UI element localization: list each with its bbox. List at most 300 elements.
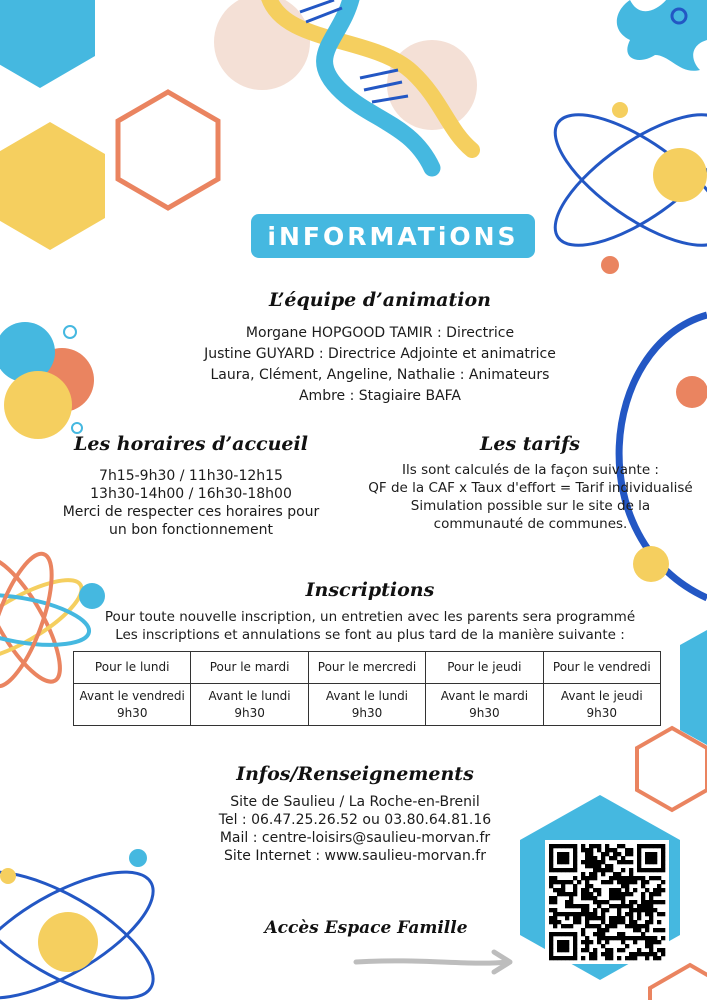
qr-module <box>661 860 665 864</box>
qr-module <box>605 844 609 848</box>
qr-module <box>553 912 557 916</box>
qr-module <box>609 880 613 884</box>
qr-module <box>557 932 561 936</box>
qr-module <box>605 940 609 944</box>
team-title: L’équipe d’animation <box>269 289 491 311</box>
qr-module <box>641 904 645 908</box>
qr-module <box>653 860 657 864</box>
qr-module <box>637 908 641 912</box>
qr-module <box>605 852 609 856</box>
qr-module <box>549 944 553 948</box>
qr-module <box>557 860 561 864</box>
rates-block <box>358 461 703 533</box>
qr-module <box>589 916 593 920</box>
qr-module <box>653 928 657 932</box>
registration-line: Pour toute nouvelle inscription, un entretien avec les parents sera programmé <box>104 609 636 625</box>
qr-module <box>645 852 649 856</box>
qr-module <box>581 904 585 908</box>
qr-module <box>661 868 665 872</box>
qr-module <box>629 912 633 916</box>
qr-module <box>645 952 649 956</box>
qr-module <box>553 956 557 960</box>
deadline-day: Avant le mardi <box>440 688 529 703</box>
qr-module <box>657 948 661 952</box>
qr-module <box>625 860 629 864</box>
registration-title: Inscriptions <box>305 579 435 601</box>
qr-module <box>605 868 609 872</box>
qr-module <box>561 880 565 884</box>
qr-module <box>569 904 573 908</box>
qr-module <box>645 944 649 948</box>
qr-module <box>601 868 605 872</box>
qr-module <box>569 900 573 904</box>
qr-module <box>573 952 577 956</box>
qr-module <box>641 880 645 884</box>
qr-module <box>637 936 641 940</box>
qr-module <box>625 848 629 852</box>
qr-module <box>553 876 557 880</box>
qr-module <box>621 948 625 952</box>
qr-module <box>565 956 569 960</box>
qr-module <box>549 900 553 904</box>
qr-module <box>617 956 621 960</box>
qr-module <box>597 900 601 904</box>
qr-module <box>597 940 601 944</box>
qr-module <box>617 916 621 920</box>
qr-module <box>597 844 601 848</box>
qr-module <box>557 880 561 884</box>
qr-module <box>653 936 657 940</box>
qr-module <box>565 844 569 848</box>
qr-module <box>661 848 665 852</box>
qr-module <box>557 944 561 948</box>
qr-module <box>601 860 605 864</box>
qr-module <box>649 904 653 908</box>
qr-module <box>653 844 657 848</box>
qr-module <box>585 948 589 952</box>
qr-module <box>637 848 641 852</box>
table-header-cell: Pour le jeudi <box>426 652 543 684</box>
qr-module <box>553 900 557 904</box>
qr-module <box>585 920 589 924</box>
qr-module <box>645 940 649 944</box>
qr-module <box>573 936 577 940</box>
qr-module <box>593 912 597 916</box>
qr-module <box>605 948 609 952</box>
qr-module <box>589 848 593 852</box>
qr-module <box>629 860 633 864</box>
qr-module <box>581 928 585 932</box>
qr-module <box>597 892 601 896</box>
table-row <box>74 684 661 726</box>
qr-module <box>597 932 601 936</box>
qr-module <box>565 856 569 860</box>
qr-module <box>569 912 573 916</box>
qr-module <box>597 860 601 864</box>
qr-module <box>601 912 605 916</box>
yellow-bubble-left <box>4 371 72 439</box>
qr-module <box>589 892 593 896</box>
qr-module <box>637 916 641 920</box>
qr-module <box>629 868 633 872</box>
qr-module <box>573 884 577 888</box>
qr-module <box>581 912 585 916</box>
table-cell <box>543 684 660 726</box>
qr-module <box>561 948 565 952</box>
qr-code[interactable] <box>545 840 669 964</box>
registration-line: Les inscriptions et annulations se font au plus tard de la manière suivante : <box>115 627 625 643</box>
peach-circle-dna-1 <box>214 0 310 90</box>
qr-module <box>629 880 633 884</box>
qr-module <box>629 956 633 960</box>
qr-module <box>597 868 601 872</box>
qr-module <box>573 892 577 896</box>
qr-module <box>637 924 641 928</box>
qr-module <box>625 852 629 856</box>
qr-module <box>565 892 569 896</box>
qr-module <box>597 928 601 932</box>
qr-module <box>609 952 613 956</box>
qr-module <box>561 884 565 888</box>
qr-module <box>661 912 665 916</box>
qr-module <box>657 888 661 892</box>
informations-banner <box>251 214 535 258</box>
qr-module <box>585 876 589 880</box>
qr-module <box>553 896 557 900</box>
qr-module <box>621 844 625 848</box>
qr-module <box>645 904 649 908</box>
registration-text <box>70 608 670 644</box>
rates-line: QF de la CAF x Taux d'effort = Tarif individualisé <box>368 480 693 496</box>
qr-module <box>653 888 657 892</box>
qr-module <box>637 876 641 880</box>
qr-module <box>613 872 617 876</box>
qr-module <box>609 936 613 940</box>
qr-module <box>609 896 613 900</box>
qr-module <box>549 848 553 852</box>
qr-module <box>581 956 585 960</box>
qr-module <box>621 932 625 936</box>
qr-module <box>645 924 649 928</box>
qr-module <box>605 956 609 960</box>
qr-module <box>581 876 585 880</box>
qr-module <box>593 860 597 864</box>
qr-module <box>649 868 653 872</box>
orange-dot-right <box>676 376 707 408</box>
qr-module <box>645 868 649 872</box>
blue-hexagon-top-left <box>0 0 95 88</box>
hours-block <box>60 467 322 539</box>
qr-module <box>593 932 597 936</box>
qr-module <box>553 916 557 920</box>
qr-module <box>613 916 617 920</box>
qr-module <box>573 948 577 952</box>
qr-module <box>593 896 597 900</box>
qr-module <box>549 916 553 920</box>
qr-module <box>593 916 597 920</box>
team-line: Justine GUYARD : Directrice Adjointe et animatrice <box>204 346 556 362</box>
qr-module <box>561 924 565 928</box>
qr-module <box>629 872 633 876</box>
qr-module <box>641 952 645 956</box>
qr-module <box>577 912 581 916</box>
qr-module <box>585 916 589 920</box>
qr-module <box>593 856 597 860</box>
qr-module <box>593 908 597 912</box>
qr-module <box>649 916 653 920</box>
qr-module <box>597 848 601 852</box>
qr-module <box>653 856 657 860</box>
info-email[interactable]: Mail : centre-loisirs@saulieu-morvan.fr <box>219 830 491 846</box>
qr-module <box>585 860 589 864</box>
qr-module <box>641 924 645 928</box>
qr-module <box>617 872 621 876</box>
qr-module <box>633 924 637 928</box>
qr-module <box>593 872 597 876</box>
atom-nucleus-bottom <box>38 912 98 972</box>
qr-module <box>633 908 637 912</box>
qr-module <box>581 848 585 852</box>
hours-line: un bon fonctionnement <box>109 522 273 538</box>
qr-module <box>601 932 605 936</box>
qr-module <box>645 956 649 960</box>
deadline-time: 9h30 <box>351 705 383 720</box>
qr-module <box>573 904 577 908</box>
qr-module <box>641 884 645 888</box>
qr-module <box>637 860 641 864</box>
qr-module <box>601 908 605 912</box>
qr-module <box>621 892 625 896</box>
qr-module <box>585 896 589 900</box>
small-ring-left-1 <box>64 326 76 338</box>
qr-module <box>569 896 573 900</box>
qr-module <box>641 844 645 848</box>
qr-module <box>549 868 553 872</box>
qr-module <box>585 904 589 908</box>
qr-module <box>621 904 625 908</box>
qr-module <box>565 860 569 864</box>
qr-module <box>565 932 569 936</box>
qr-module <box>601 916 605 920</box>
small-yellow-dot <box>612 102 628 118</box>
qr-module <box>597 888 601 892</box>
qr-module <box>613 896 617 900</box>
qr-module <box>653 852 657 856</box>
qr-module <box>641 908 645 912</box>
qr-module <box>621 876 625 880</box>
qr-module <box>585 908 589 912</box>
qr-module <box>649 948 653 952</box>
deadline-day: Avant le jeudi <box>560 688 643 703</box>
qr-module <box>581 896 585 900</box>
qr-module <box>649 852 653 856</box>
qr-module <box>605 864 609 868</box>
qr-module <box>581 860 585 864</box>
qr-module <box>549 876 553 880</box>
team-list <box>180 323 580 407</box>
qr-module <box>645 900 649 904</box>
qr-module <box>629 852 633 856</box>
qr-module <box>617 860 621 864</box>
qr-module <box>633 900 637 904</box>
qr-module <box>573 848 577 852</box>
qr-module <box>553 844 557 848</box>
qr-module <box>653 900 657 904</box>
qr-module <box>661 948 665 952</box>
table-header-cell: Pour le mardi <box>191 652 308 684</box>
qr-module <box>581 872 585 876</box>
qr-module <box>613 852 617 856</box>
qr-module <box>553 908 557 912</box>
qr-module <box>573 912 577 916</box>
qr-module <box>613 892 617 896</box>
qr-module <box>613 848 617 852</box>
qr-module <box>589 884 593 888</box>
qr-module <box>561 868 565 872</box>
qr-module <box>549 852 553 856</box>
qr-module <box>573 888 577 892</box>
qr-module <box>553 920 557 924</box>
qr-module <box>645 880 649 884</box>
qr-module <box>617 876 621 880</box>
qr-module <box>637 844 641 848</box>
qr-module <box>645 856 649 860</box>
qr-module <box>609 876 613 880</box>
qr-module <box>613 920 617 924</box>
qr-module <box>569 932 573 936</box>
qr-module <box>617 844 621 848</box>
qr-module <box>617 896 621 900</box>
qr-module <box>625 912 629 916</box>
qr-module <box>649 856 653 860</box>
qr-module <box>621 856 625 860</box>
orange-hexagon-outline-bottom <box>650 965 707 1000</box>
qr-module <box>621 880 625 884</box>
qr-module <box>565 880 569 884</box>
qr-module <box>657 892 661 896</box>
qr-module <box>561 944 565 948</box>
qr-module <box>637 952 641 956</box>
qr-module <box>585 884 589 888</box>
qr-module <box>625 880 629 884</box>
qr-module <box>601 900 605 904</box>
qr-module <box>649 876 653 880</box>
rates-line: communauté de communes. <box>433 516 628 532</box>
qr-module <box>573 864 577 868</box>
deadline-time: 9h30 <box>234 705 265 720</box>
qr-module <box>573 956 577 960</box>
qr-module <box>641 892 645 896</box>
qr-module <box>601 952 605 956</box>
qr-module <box>589 896 593 900</box>
yellow-dot-bottom-left <box>0 868 16 884</box>
qr-module <box>653 868 657 872</box>
qr-module <box>605 924 609 928</box>
qr-module <box>565 852 569 856</box>
qr-module <box>653 908 657 912</box>
deadline-time: 9h30 <box>116 705 148 720</box>
qr-module <box>613 888 617 892</box>
qr-module <box>637 864 641 868</box>
qr-module <box>625 904 629 908</box>
qr-module <box>557 948 561 952</box>
qr-module <box>637 912 641 916</box>
qr-module <box>661 844 665 848</box>
qr-module <box>589 852 593 856</box>
qr-module <box>549 864 553 868</box>
qr-module <box>645 844 649 848</box>
qr-module <box>649 908 653 912</box>
qr-module <box>609 956 613 960</box>
qr-module <box>613 856 617 860</box>
qr-module <box>657 920 661 924</box>
qr-module <box>549 908 553 912</box>
table-header-row <box>74 652 661 684</box>
qr-module <box>649 896 653 900</box>
qr-module <box>601 856 605 860</box>
qr-module <box>609 892 613 896</box>
qr-module <box>601 928 605 932</box>
qr-module <box>629 908 633 912</box>
qr-module <box>609 864 613 868</box>
small-ring-left-2 <box>72 423 82 433</box>
qr-module <box>597 916 601 920</box>
qr-module <box>585 940 589 944</box>
blue-marble-left <box>79 583 105 609</box>
qr-module <box>617 908 621 912</box>
qr-module <box>621 884 625 888</box>
qr-module <box>593 888 597 892</box>
qr-module <box>577 880 581 884</box>
arrow-to-qr <box>356 961 508 963</box>
qr-module <box>561 856 565 860</box>
qr-module <box>565 944 569 948</box>
qr-module <box>661 888 665 892</box>
small-orange-dot <box>601 256 619 274</box>
family-access-label[interactable]: Accès Espace Famille <box>264 918 468 938</box>
qr-module <box>597 924 601 928</box>
deadline-time: 9h30 <box>469 705 500 720</box>
qr-module <box>565 904 569 908</box>
qr-module <box>553 868 557 872</box>
qr-module <box>621 940 625 944</box>
qr-module <box>633 920 637 924</box>
qr-module <box>561 888 565 892</box>
hours-line: Merci de respecter ces horaires pour <box>62 504 320 520</box>
qr-module <box>637 852 641 856</box>
qr-module <box>549 952 553 956</box>
qr-module <box>617 888 621 892</box>
qr-module <box>561 912 565 916</box>
info-website[interactable]: Site Internet : www.saulieu-morvan.fr <box>224 848 486 864</box>
team-line: Ambre : Stagiaire BAFA <box>298 388 462 404</box>
qr-module <box>573 916 577 920</box>
qr-module <box>641 896 645 900</box>
qr-module <box>617 912 621 916</box>
qr-module <box>549 932 553 936</box>
deadline-day: Avant le vendredi <box>79 688 185 703</box>
qr-module <box>573 844 577 848</box>
qr-module <box>637 948 641 952</box>
qr-module <box>625 888 629 892</box>
qr-module <box>657 876 661 880</box>
qr-module <box>569 924 573 928</box>
qr-module <box>641 932 645 936</box>
qr-module <box>581 908 585 912</box>
qr-module <box>573 920 577 924</box>
qr-module <box>621 916 625 920</box>
qr-module <box>657 912 661 916</box>
